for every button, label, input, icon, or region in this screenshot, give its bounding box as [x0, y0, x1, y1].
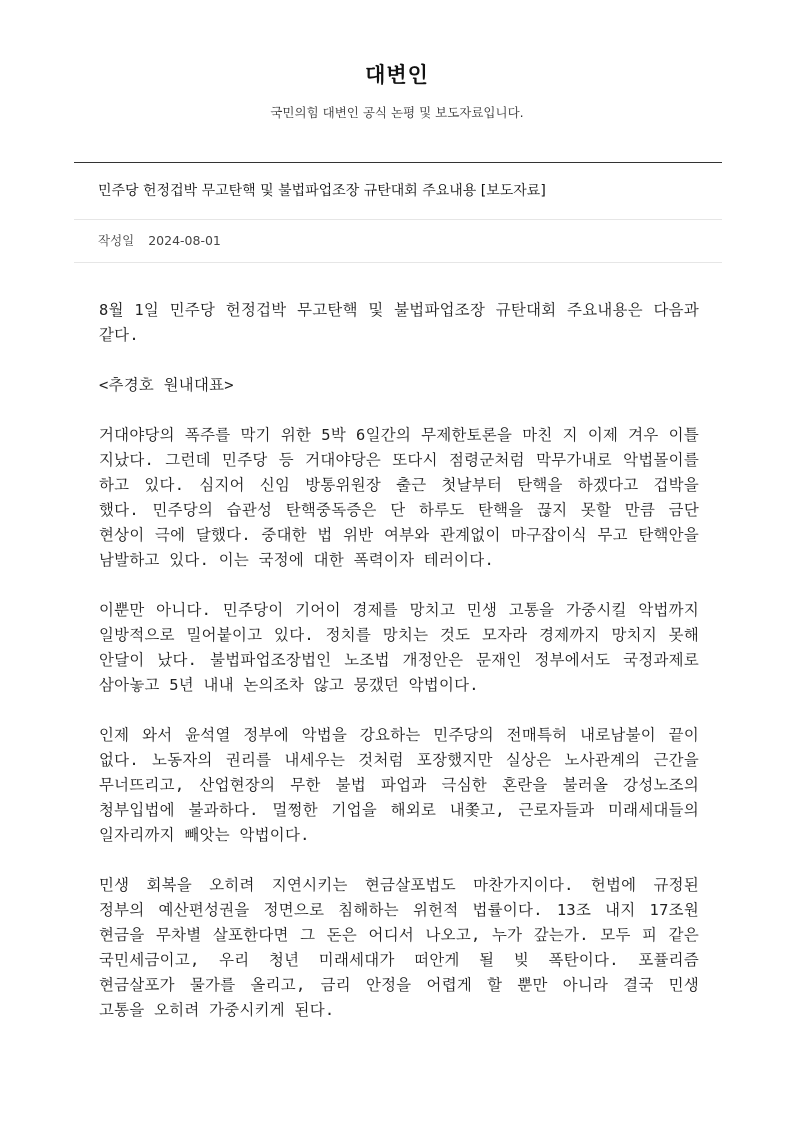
post-title: 민주당 헌정겁박 무고탄핵 및 불법파업조장 규탄대회 주요내용 [보도자료] [74, 163, 722, 220]
site-title: 대변인 [365, 63, 429, 87]
post-meta [74, 220, 722, 263]
body-paragraph: 인제 와서 윤석열 정부에 악법을 강요하는 민주당의 전매특허 내로남불이 끝이 없다. 노동자의 권리를 내세우는 것처럼 포장했지만 실상은 노사관계의 근간을 무너뜨리고, 산업현장의 무한 불법 파업과 극심한 혼란을 불러올 강성노조의 청부입법에 불과하다. 멀쩡한 기업을 해외로 내쫓고, 근로자들과 미래세대들의 일자리까지 빼앗는 악법이다. [99, 726, 699, 844]
post-date: 2024-08-01 [148, 233, 221, 248]
post-header [74, 162, 722, 263]
body-paragraph: 민생 회복을 오히려 지연시키는 현금살포법도 마찬가지이다. 헌법에 규정된 정부의 예산편성권을 정면으로 침해하는 위헌적 법률이다. 13조 내지 17조원 현금을 무차별 살포한다면 그 돈은 어디서 나오고, 누가 갚는가. 모두 피 같은 국민세금이고, 우리 청년 미래세대가 떠안게 될 빚 폭탄이다. 포퓰리즘 현금살포가 물가를 올리고, 금리 안정을 어렵게 할 뿐만 아니라 결국 민생 고통을 오히려 가중시키게 된다. [99, 876, 699, 1019]
body-paragraph: 거대야당의 폭주를 막기 위한 5박 6일간의 무제한토론을 마친 지 이제 겨우 이틀 지났다. 그런데 민주당 등 거대야당은 또다시 점령군처럼 막무가내로 악법몰이를 하고 있다. 심지어 신임 방통위원장 출근 첫날부터 탄핵을 하겠다고 겁박을 했다. 민주당의 습관성 탄핵중독증은 단 하루도 탄핵을 끊지 못할 만큼 금단 현상이 극에 달했다. 중대한 법 위반 여부와 관계없이 마구잡이식 무고 탄핵안을 남발하고 있다. 이는 국정에 대한 폭력이자 테러이다. [99, 426, 699, 569]
site-header [0, 0, 794, 122]
site-subtitle: 국민의힘 대변인 공식 논평 및 보도자료입니다. [270, 105, 524, 120]
post-body [99, 298, 699, 1048]
body-paragraph: <추경호 원내대표> [99, 376, 234, 394]
date-label: 작성일 [98, 233, 135, 248]
body-paragraph: 이뿐만 아니다. 민주당이 기어이 경제를 망치고 민생 고통을 가중시킬 악법까지 일방적으로 밀어붙이고 있다. 정치를 망치는 것도 모자라 경제까지 망치지 못해 안달이 났다. 불법파업조장법인 노조법 개정안은 문재인 정부에서도 국정과제로 삼아놓고 5년 내내 논의조차 않고 뭉갰던 악법이다. [99, 601, 699, 694]
body-paragraph: 8월 1일 민주당 헌정겁박 무고탄핵 및 불법파업조장 규탄대회 주요내용은 다음과 같다. [99, 301, 699, 344]
